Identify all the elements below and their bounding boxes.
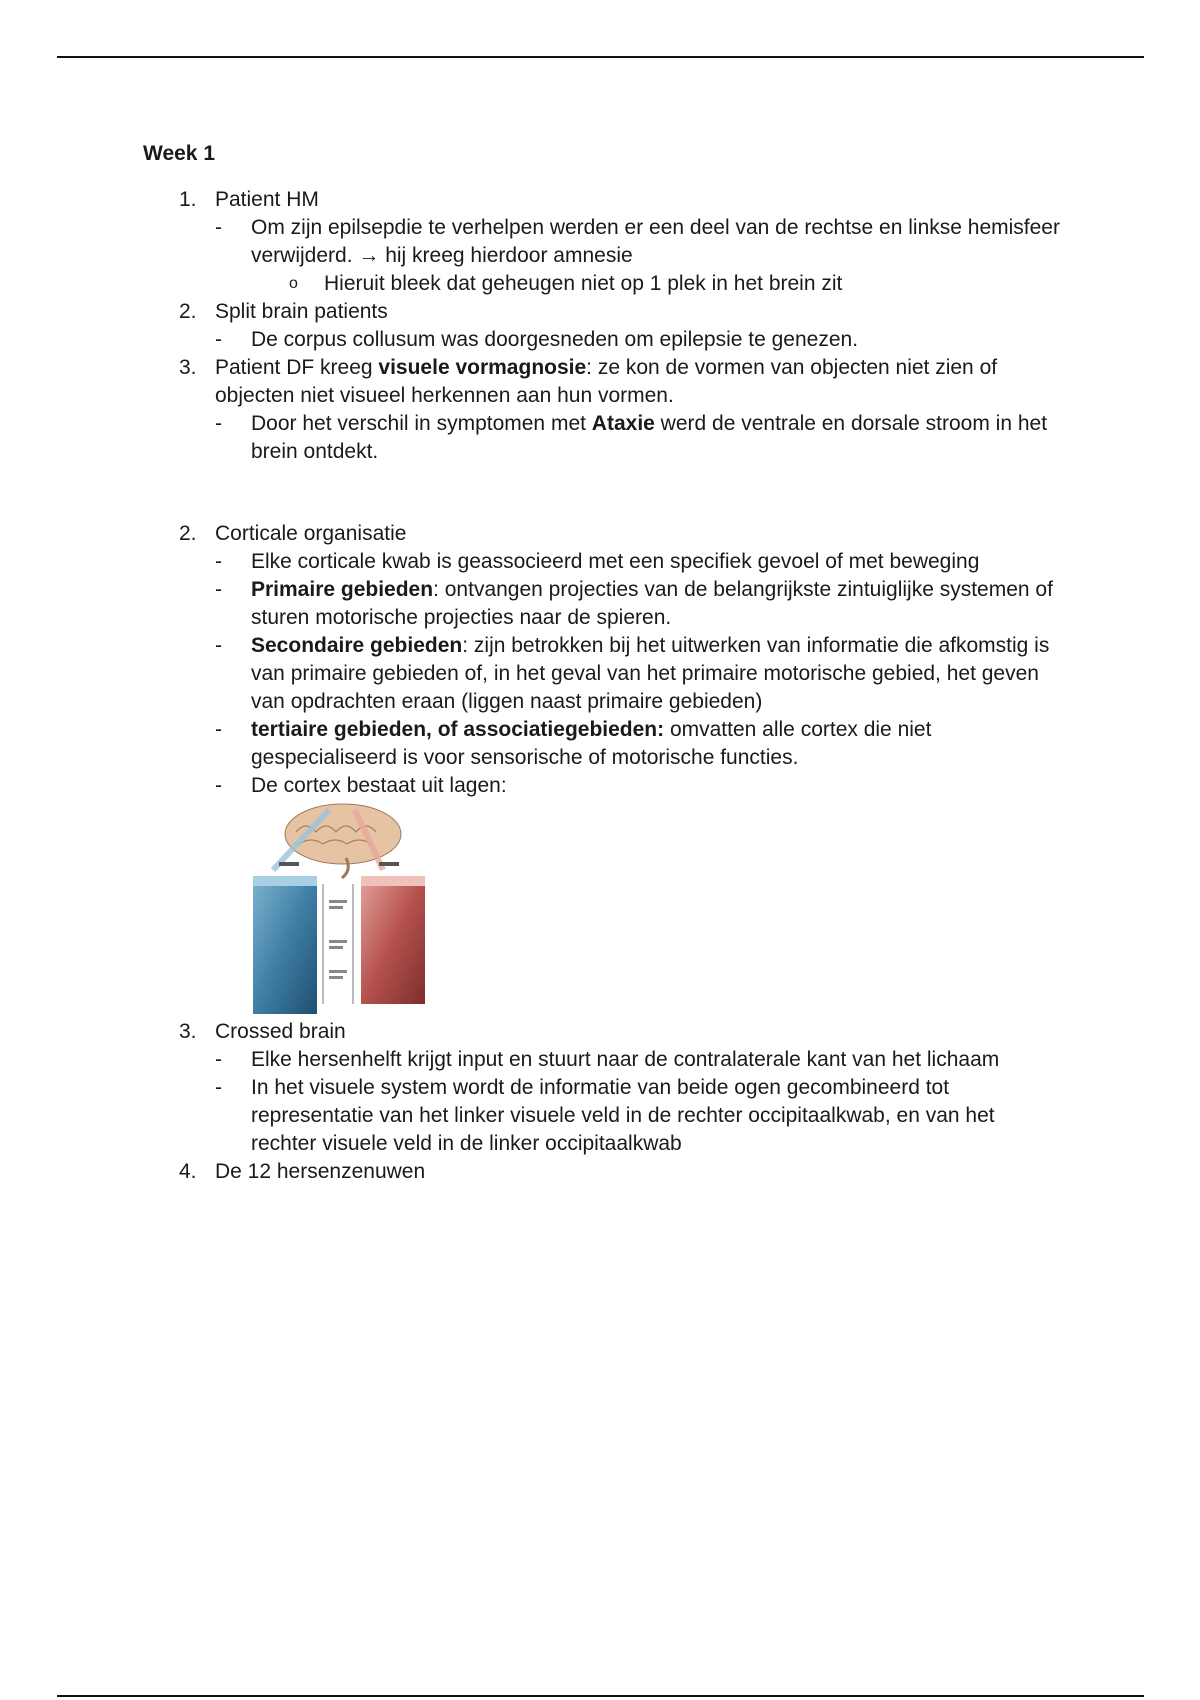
list-number: 2. <box>179 522 197 545</box>
list-item-label: Split brain patients <box>215 300 388 323</box>
dash-bullet: - <box>215 1048 222 1071</box>
document-body <box>143 140 1063 1186</box>
dash-bullet: - <box>215 578 222 601</box>
list-number: 4. <box>179 1160 197 1183</box>
bold-term: tertiaire gebieden, of associatiegebieden: <box>251 718 665 741</box>
bold-term: Primaire gebieden <box>251 578 434 601</box>
bullet-text: In het visuele system wordt de informatie van beide ogen gecombineerd tot representatie van het linker visuele veld in de rechter occipitaalkwab, en van het rechter visuele veld in de linker occipitaalkwab <box>251 1076 995 1155</box>
bold-term: Secondaire gebieden <box>251 634 463 657</box>
bullet-text-part: : ontvangen projecties van de belangrijkste zintuiglijke systemen of sturen motorische projecties naar de spieren. <box>251 578 1053 629</box>
circle-bullet: o <box>289 275 298 292</box>
dash-bullet: - <box>215 216 222 239</box>
bullet-item <box>143 410 1063 466</box>
bullet-item <box>143 548 1063 576</box>
bullet-item <box>143 576 1063 632</box>
bullet-text: Hieruit bleek dat geheugen niet op 1 plek in het brein zit <box>324 272 843 295</box>
list-number: 2. <box>179 300 197 323</box>
bullet-item <box>143 214 1063 270</box>
bullet-text: Om zijn epilsepdie te verhelpen werden er een deel van de rechtse en linkse hemisfeer verwijderd. → hij kreeg hierdoor amnesie <box>251 216 1060 267</box>
dash-bullet: - <box>215 328 222 351</box>
list-item-patient-df <box>143 354 1063 410</box>
footer-rule <box>57 1695 1144 1697</box>
list-item-corticale-organisatie <box>143 520 1063 548</box>
cortex-layers-illustration-icon <box>251 800 431 1018</box>
list-item-label: De 12 hersenzenuwen <box>215 1160 426 1183</box>
bullet-text: Elke hersenhelft krijgt input en stuurt naar de contralaterale kant van het lichaam <box>251 1048 1000 1071</box>
cortex-layers-figure <box>251 800 431 1018</box>
bullet-text: De cortex bestaat uit lagen: <box>251 774 507 797</box>
list-item-label: Patient HM <box>215 188 319 211</box>
bullet-item <box>143 1074 1063 1158</box>
dash-bullet: - <box>215 774 222 797</box>
header-rule <box>57 56 1144 58</box>
bullet-text-part: : zijn betrokken bij het uitwerken van informatie die afkomstig is van primaire gebieden of, in het geval van het primaire motorische gebied, het geven van opdrachten eraan (liggen naast primaire gebieden) <box>251 634 1050 713</box>
list-number: 3. <box>179 1020 197 1043</box>
list-number: 1. <box>179 188 197 211</box>
bullet-text-part: omvatten alle cortex die niet gespecialiseerd is voor sensorische of motorische functies. <box>251 718 932 769</box>
dash-bullet: - <box>215 1076 222 1099</box>
bullet-item <box>143 772 1063 800</box>
list-number: 3. <box>179 356 197 379</box>
bullet-item <box>143 716 1063 772</box>
dash-bullet: - <box>215 634 222 657</box>
list-item-label: Corticale organisatie <box>215 522 407 545</box>
sub-bullet-item <box>143 270 1063 298</box>
list-item-split-brain <box>143 298 1063 326</box>
bold-term: visuele vormagnosie <box>378 356 587 379</box>
list-item-hersenzenuwen <box>143 1158 1063 1186</box>
page-title: Week 1 <box>143 142 215 165</box>
bullet-item <box>143 326 1063 354</box>
bullet-item <box>143 632 1063 716</box>
bullet-text-part: Door het verschil in symptomen met <box>251 412 592 435</box>
bullet-item <box>143 1046 1063 1074</box>
list-item-patient-hm <box>143 186 1063 214</box>
bold-term: Ataxie <box>591 412 655 435</box>
bullet-text: Elke corticale kwab is geassocieerd met een specifiek gevoel of met beweging <box>251 550 980 573</box>
list-item-label: Crossed brain <box>215 1020 346 1043</box>
list-item-label-part: Patient DF kreeg <box>215 356 379 379</box>
list-item-label-part: : ze kon de vormen van objecten niet zien of objecten niet visueel herkennen aan hun vormen. <box>215 356 998 407</box>
dash-bullet: - <box>215 718 222 741</box>
dash-bullet: - <box>215 412 222 435</box>
bullet-text: De corpus collusum was doorgesneden om epilepsie te genezen. <box>251 328 859 351</box>
list-item-crossed-brain <box>143 1018 1063 1046</box>
bullet-text-part: werd de ventrale en dorsale stroom in het brein ontdekt. <box>251 412 1048 463</box>
dash-bullet: - <box>215 550 222 573</box>
